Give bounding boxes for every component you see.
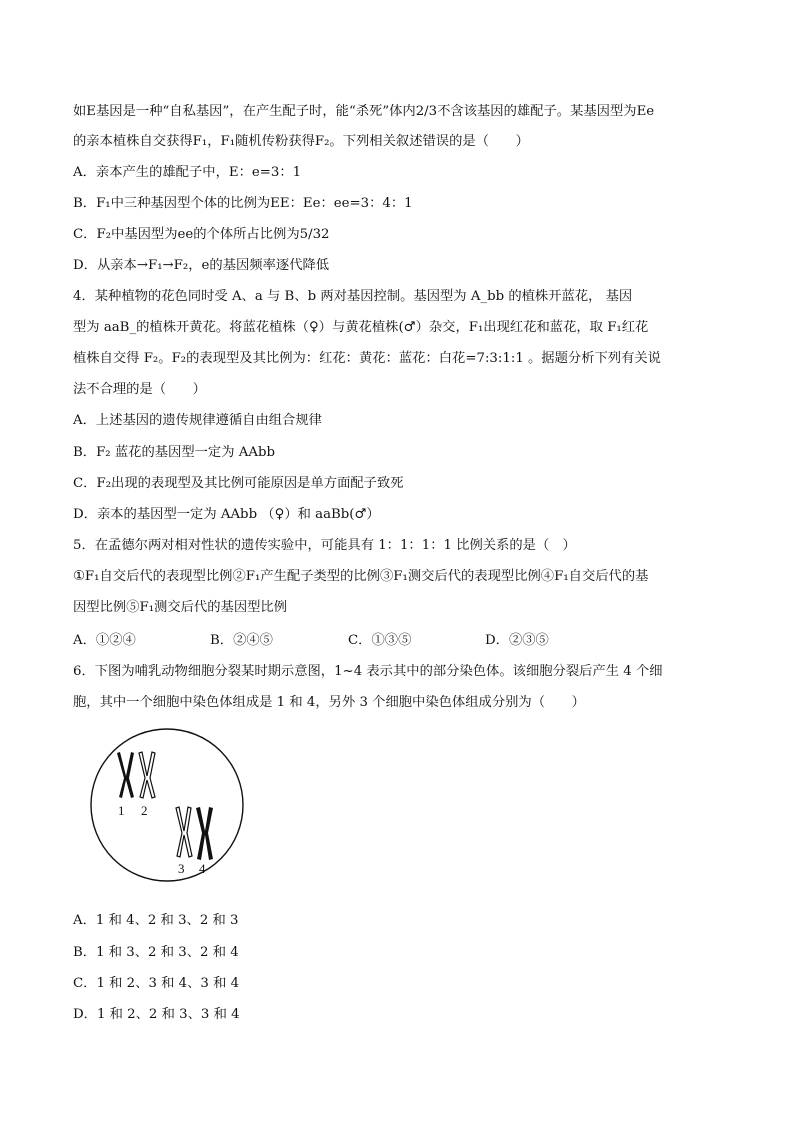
q5-option-b: B．②④⑤ — [210, 633, 273, 648]
q5-option-c: C．①③⑤ — [348, 633, 412, 648]
q4-stem-line-4: 法不合理的是（ ） — [73, 382, 206, 397]
q4-stem-line-1: 4．某种植物的花色同时受 A、a 与 B、b 两对基因控制。基因型为 A_bb 的植株开蓝花， 基因 — [73, 289, 633, 304]
q6-stem-line-2: 胞，其中一个细胞中染色体组成是 1 和 4，另外 3 个细胞中染色体组成分别为（ ） — [73, 695, 585, 710]
cell-diagram — [89, 727, 245, 883]
q4-option-a: A．上述基因的遗传规律遵循自由组合规律 — [73, 413, 322, 428]
q3-option-d: D．从亲本→F₁→F₂，e的基因频率逐代降低 — [73, 258, 330, 273]
q5-option-d: D．②③⑤ — [485, 633, 549, 648]
q6-option-c: C．1 和 2、3 和 4、3 和 4 — [73, 976, 240, 991]
q4-option-b: B．F₂ 蓝花的基因型一定为 AAbb — [73, 445, 275, 460]
cell-membrane — [91, 729, 243, 881]
q3-stem-line-1: 如E基因是一种“自私基因”，在产生配子时，能“杀死”体内2/3不含该基因的雄配子。某基因型为Ee — [73, 104, 655, 119]
q6-option-b: B．1 和 3、2 和 3、2 和 4 — [73, 945, 239, 960]
cell-division-figure — [89, 727, 245, 883]
chromosome-label-3: 3 — [178, 861, 185, 876]
q4-stem-line-2: 型为 aaB_的植株开黄花。将蓝花植株（♀）与黄花植株(♂）杂交，F₁出现红花和蓝花，取 F₁红花 — [73, 320, 649, 335]
q6-option-a: A．1 和 4、2 和 3、2 和 3 — [73, 913, 239, 928]
q4-option-d: D．亲本的基因型一定为 AAbb （♀）和 aaBb(♂） — [73, 507, 380, 522]
q5-stem-line-3: 因型比例⑤F₁测交后代的基因型比例 — [73, 600, 288, 615]
chromosome-label-2: 2 — [141, 803, 148, 818]
q3-option-c: C．F₂中基因型为ee的个体所占比例为5/32 — [73, 227, 330, 242]
q3-option-a: A．亲本产生的雄配子中，E：e=3：1 — [73, 165, 302, 180]
q5-option-a: A．①②④ — [73, 633, 136, 648]
q4-stem-line-3: 植株自交得 F₂。F₂的表现型及其比例为：红花：黄花：蓝花：白花=7:3:1:1 。据题分析下列有关说 — [73, 351, 661, 366]
q4-option-c: C．F₂出现的表现型及其比例可能原因是单方面配子致死 — [73, 476, 404, 491]
chromosome-label-1: 1 — [118, 803, 125, 818]
q6-stem-line-1: 6．下图为哺乳动物细胞分裂某时期示意图，1~4 表示其中的部分染色体。该细胞分裂后产生 4 个细 — [73, 664, 663, 679]
q3-option-b: B．F₁中三种基因型个体的比例为EE：Ee：ee=3：4：1 — [73, 196, 413, 211]
q5-stem-line-1: 5．在孟德尔两对相对性状的遗传实验中，可能具有 1：1：1：1 比例关系的是（ ） — [73, 538, 576, 553]
q3-stem-line-2: 的亲本植株自交获得F₁，F₁随机传粉获得F₂。下列相关叙述错误的是（ ） — [73, 134, 529, 149]
q6-option-d: D．1 和 2、2 和 3、3 和 4 — [73, 1007, 240, 1022]
chromosome-label-4: 4 — [199, 861, 206, 876]
q5-stem-line-2: ①F₁自交后代的表现型比例②F₁产生配子类型的比例③F₁测交后代的表现型比例④F₁自交后代的基 — [73, 569, 649, 584]
